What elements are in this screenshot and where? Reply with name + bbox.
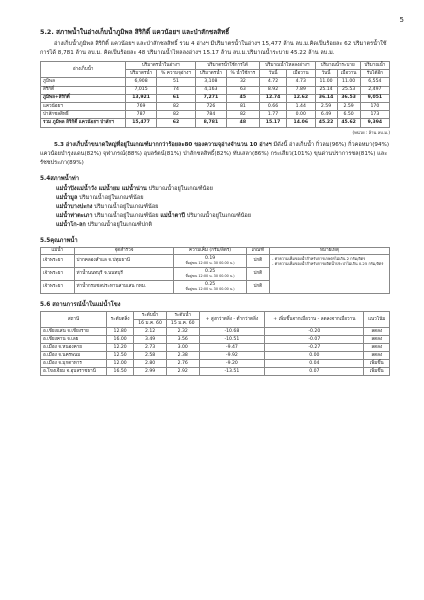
table-row	[41, 119, 390, 127]
quality-value	[174, 281, 246, 294]
reservoir-cell: 2,497	[360, 86, 389, 94]
quality-remark	[270, 255, 390, 294]
reservoir-cell: 7,015	[126, 86, 157, 94]
mekong-cell: 0.07	[265, 368, 364, 376]
mekong-cell: 2.80	[134, 360, 167, 368]
reservoir-cell: 36.14	[315, 94, 337, 102]
reservoir-cell: 4.73	[287, 78, 316, 86]
reservoir-cell: 173	[360, 111, 389, 119]
quality-criteria: ปกติ	[246, 255, 269, 268]
mekong-col-level-today: ระดับน้ำ	[134, 312, 167, 320]
mekong-cell: 2.32	[166, 328, 199, 336]
mekong-station: อ.เชียงแสน จ.เชียงราย	[41, 328, 107, 336]
list-item	[56, 194, 390, 203]
quality-point: ท่าน้ำนนทบุรี จ.นนทบุรี	[74, 268, 174, 281]
reservoir-cell: 9,394	[360, 119, 389, 127]
quality-point: ท่าน้ำกรมชลประทานสามเสน กทม.	[74, 281, 174, 294]
mekong-cell: 2.99	[134, 368, 167, 376]
reservoir-name: ภูมิพล+สิริกิติ์	[41, 94, 126, 102]
reservoir-name: สิริกิติ์	[41, 86, 126, 94]
flow-status: ปริมาณน้ำอยู่ในเกณฑ์ปกติ	[85, 221, 153, 228]
mekong-cell: ลดลง	[364, 336, 390, 344]
table-row	[41, 336, 390, 344]
quality-col-river: แม่น้ำ	[41, 247, 75, 255]
mekong-cell: -0.27	[265, 344, 364, 352]
section-5-4-heading: 5.4สภาพน้ำท่า	[40, 175, 79, 182]
section-5-5-heading: 5.5คุณภาพน้ำ	[40, 237, 78, 244]
water-quality-table	[40, 247, 390, 295]
reservoir-cell: 25.53	[337, 86, 360, 94]
table-row	[41, 344, 390, 352]
river-name: แม่น้ำมูล	[56, 194, 78, 201]
quality-river: เจ้าพระยา	[41, 281, 75, 294]
reservoir-name: แควน้อยฯ	[41, 103, 126, 111]
reservoir-subheader: % ความจุอ่างฯ	[156, 70, 195, 78]
reservoir-cell: 82	[156, 103, 195, 111]
list-item	[56, 203, 390, 212]
salinity-value: 0.19	[204, 255, 216, 261]
reservoir-cell: 62	[156, 119, 195, 127]
reservoir-cell: 784	[196, 111, 227, 119]
quality-river: เจ้าพระยา	[41, 255, 75, 268]
quality-col-remark: หมายเหตุ	[270, 247, 390, 255]
reservoir-cell: 81	[226, 103, 259, 111]
reservoir-cell: 2.59	[337, 103, 360, 111]
reservoir-cell: 15.17	[260, 119, 287, 127]
mekong-cell: -10.68	[199, 328, 265, 336]
mekong-col-level-yesterday: ระดับน้ำ	[166, 312, 199, 320]
river-name: แม่น้ำตาปี	[160, 212, 185, 219]
river-name: แม่น้ำบางปะกง	[56, 203, 93, 210]
mekong-cell: 16.00	[106, 336, 133, 344]
reservoir-table-body	[41, 78, 390, 127]
mekong-cell: -9.47	[199, 344, 265, 352]
flow-status: ปริมาณน้ำอยู่ในเกณฑ์น้อย	[92, 203, 159, 210]
flow-status: ปริมาณน้ำอยู่ในเกณฑ์น้อย	[77, 194, 144, 201]
quality-criteria: ปกติ	[246, 281, 269, 294]
reservoir-cell: 787	[126, 111, 157, 119]
reservoir-cell: 170	[360, 103, 389, 111]
list-item	[56, 185, 390, 194]
reservoir-subheader: เมื่อวาน	[287, 70, 316, 78]
quality-col-criteria: เกณฑ์	[246, 247, 269, 255]
reservoir-cell: 82	[226, 111, 259, 119]
mekong-station: อ.เมือง จ.มุกดาหาร	[41, 360, 107, 368]
mekong-station: อ.เมือง จ.หนองคาย	[41, 344, 107, 352]
mekong-cell: 12.50	[106, 352, 133, 360]
reservoir-cell: 6.50	[337, 111, 360, 119]
reservoir-cell: 32	[226, 78, 259, 86]
salinity-time: ที่อยู่ขณ 12:00 น. 30 00.00 น.)	[185, 287, 235, 292]
reservoir-cell: 4,163	[196, 86, 227, 94]
mekong-col-station: สถานี	[41, 312, 107, 328]
reservoir-cell: 12.74	[260, 94, 287, 102]
table-row	[41, 94, 390, 102]
section-5-2-paragraph: อ่างเก็บน้ำภูมิพล สิริกิติ์ แควน้อยฯ และป่าสักชลสิทธิ์ รวม 4 อ่างฯ มีปริมาตรน้ำในอ่างฯ 15,477 ล้าน ลบ.ม.คิดเป็นร้อยละ 62 ปริมาตรน้ำใช้การได้ 8,781 ล้าน ลบ.ม. คิดเป็นร้อยละ 48 ปริมาณน้ำไหลลงอ่างฯ 15.17 ล้าน ลบ.ม.ปริมาณน้ำระบาย 45.22 ล้าน ลบ.ม.	[40, 41, 387, 56]
reservoir-cell: 1.44	[287, 103, 316, 111]
mekong-cell: 3.00	[166, 344, 199, 352]
mekong-cell: เพิ่มขึ้น	[364, 360, 390, 368]
mekong-cell: -0.07	[265, 336, 364, 344]
reservoir-cell: 6,908	[126, 78, 157, 86]
list-item	[56, 221, 390, 230]
reservoir-cell: 7,271	[196, 94, 227, 102]
reservoir-cell: 45.62	[337, 119, 360, 127]
flow-status: ปริมาณน้ำอยู่ในเกณฑ์น้อย	[146, 185, 213, 192]
reservoir-cell: 1.77	[260, 111, 287, 119]
document-body	[40, 28, 390, 376]
reservoir-col-group3: ปริมาณน้ำไหลลงอ่างฯ	[260, 62, 315, 70]
section-5-3-heading: 5.3 อ่างเก็บน้ำขนาดใหญ่ที่อยู่ในเกณฑ์มากกว่าร้อยละ80 ของความจุอ่างจำนวน 10 อ่างฯ	[54, 141, 272, 148]
reservoir-cell: 13,921	[126, 94, 157, 102]
salinity-value: 0.25	[204, 281, 216, 287]
salinity-time: ที่อยู่ขณ 12:00 น. 30 00.00 น.)	[185, 274, 235, 279]
mekong-cell: 2.92	[166, 368, 199, 376]
reservoir-cell: 6,554	[360, 78, 389, 86]
mekong-station: อ.เมือง จ.นครพนม	[41, 352, 107, 360]
river-name: แม่น้ำโก-ลก	[56, 221, 86, 228]
table-row	[41, 78, 390, 86]
table-row	[41, 111, 390, 119]
reservoir-col-name: อ่างเก็บน้ำ	[41, 62, 126, 78]
mekong-station: อ.เชียงคาน จ.เลย	[41, 336, 107, 344]
quality-value	[174, 255, 246, 268]
reservoir-cell: 45	[226, 94, 259, 102]
page-number: 5	[399, 16, 404, 24]
reservoir-cell: 4.72	[260, 78, 287, 86]
reservoir-subheader: วันนี้	[260, 70, 287, 78]
reservoir-cell: 9,051	[360, 94, 389, 102]
reservoir-cell: 61	[156, 94, 195, 102]
reservoir-cell: 769	[126, 103, 157, 111]
mekong-cell: 2.12	[134, 328, 167, 336]
reservoir-subheader: % น้ำใช้การ	[226, 70, 259, 78]
salinity-value: 0.25	[204, 268, 216, 274]
quality-criteria: ปกติ	[246, 268, 269, 281]
mekong-cell: ลดลง	[364, 328, 390, 336]
mekong-cell: 16.50	[106, 368, 133, 376]
reservoir-name: รวม ภูมิพล สิริกิติ์ แควน้อยฯ ป่าสักฯ	[41, 119, 126, 127]
reservoir-col-group4: ปริมาณน้ำระบาย	[315, 62, 360, 70]
reservoir-cell: 11.00	[315, 78, 337, 86]
section-5-2-heading: 5.2. สภาพน้ำในอ่างเก็บน้ำภูมิพล สิริกิติ์ แควน้อยฯ และป่าสักชลสิทธิ์	[40, 28, 230, 36]
salinity-time: ที่อยู่ขณ 12:00 น. 30 00.00 น.)	[185, 261, 235, 266]
reservoir-cell: 3,108	[196, 78, 227, 86]
table-row	[41, 328, 390, 336]
mekong-cell: -9.92	[199, 352, 265, 360]
reservoir-cell: 51	[156, 78, 195, 86]
flow-status: ปริมาณน้ำอยู่ในเกณฑ์น้อย	[92, 212, 161, 219]
reservoir-cell: 15,477	[126, 119, 157, 127]
reservoir-subheader: เมื่อวาน	[337, 70, 360, 78]
river-name: แม่น้ำปิงแม่น้ำวัง แม่น้ำยม แม่น้ำน่าน	[56, 185, 147, 192]
reservoir-cell: 2.59	[315, 103, 337, 111]
reservoir-cell: 12.62	[287, 94, 316, 102]
reservoir-cell: 36.53	[337, 94, 360, 102]
quality-point: ปากคลองสำแล จ.ปทุมธานี	[74, 255, 174, 268]
reservoir-cell: 74	[156, 86, 195, 94]
reservoir-cell: 11.00	[337, 78, 360, 86]
mekong-cell: -9.20	[199, 360, 265, 368]
mekong-cell: 3.49	[134, 336, 167, 344]
reservoir-cell: 25.14	[315, 86, 337, 94]
section-5-3-text: มีดังนี้ อ่างเก็บน้ำ กิ่วลม(96%) กิ่วคอหมา(94%) แควน้อยบำรุงแดน(82%) จุฬาภรณ์(88%) อุบลรัตน์(81%) ป่าสักชลสิทธิ์(82%) ทับเสลา(86%) กระเสียว(101%) ขุนด่านปราการชล(81%) และรัชชประภา(89%)	[40, 141, 390, 166]
reservoir-cell: 45.22	[315, 119, 337, 127]
mekong-table	[40, 311, 390, 376]
mekong-cell: -10.51	[199, 336, 265, 344]
mekong-col-trend: แนวโน้ม	[364, 312, 390, 328]
reservoir-cell: 48	[226, 119, 259, 127]
reservoir-subheader: วันนี้	[315, 70, 337, 78]
mekong-cell: 12.80	[106, 328, 133, 336]
reservoir-cell: 726	[196, 103, 227, 111]
unit-note: (หน่วย : ล้าน ลบ.ม.)	[352, 129, 390, 135]
section-5-3-paragraph	[40, 141, 390, 168]
reservoir-name: ป่าสักชลสิทธิ์	[41, 111, 126, 119]
reservoir-cell: 14.06	[287, 119, 316, 127]
reservoir-col-group1: ปริมาตรน้ำในอ่างฯ	[126, 62, 196, 70]
table-row	[41, 352, 390, 360]
mekong-col-diff-bank: + สูงกว่าตลิ่ง - ต่ำกว่าตลิ่ง	[199, 312, 265, 328]
list-item	[56, 212, 390, 221]
remark-agriculture: - ค่าความเค็มของน้ำสำหรับการเกษตรไม่เกิน 2 กรัม/ลิตร	[272, 255, 366, 261]
mekong-cell: เพิ่มขึ้น	[364, 368, 390, 376]
mekong-cell: 0.04	[265, 360, 364, 368]
reservoir-table	[40, 61, 390, 128]
quality-river: เจ้าพระยา	[41, 268, 75, 281]
mekong-cell: -13.51	[199, 368, 265, 376]
mekong-date-today: 16 ม.ค. 60	[134, 320, 167, 328]
river-name: แม่น้ำท่าตะเภา	[56, 212, 93, 219]
table-row	[41, 368, 390, 376]
reservoir-cell: 7.89	[287, 86, 316, 94]
reservoir-cell: 0.00	[287, 111, 316, 119]
reservoir-cell: 63	[226, 86, 259, 94]
mekong-cell: 2.73	[134, 344, 167, 352]
quality-value	[174, 268, 246, 281]
table-row	[41, 360, 390, 368]
reservoir-cell: 8.92	[260, 86, 287, 94]
reservoir-cell: 0.66	[260, 103, 287, 111]
mekong-cell: 2.38	[166, 352, 199, 360]
reservoir-subheader: ปริมาตรน้ำ	[126, 70, 157, 78]
quality-col-salinity: ความเค็ม (กรัม/ลิตร)	[174, 247, 246, 255]
mekong-cell: 12.00	[106, 360, 133, 368]
mekong-station: อ.โขงเจียม จ.อุบลราชธานี	[41, 368, 107, 376]
reservoir-name: ภูมิพล	[41, 78, 126, 86]
mekong-col-bank: ระดับตลิ่ง	[106, 312, 133, 328]
reservoir-col-group5: ปริมาณน้ำ	[360, 62, 389, 70]
table-row	[41, 255, 390, 268]
reservoir-cell: 82	[156, 111, 195, 119]
mekong-cell: 2.76	[166, 360, 199, 368]
mekong-table-body	[41, 328, 390, 376]
remark-waterworks: - ค่าความเค็มของน้ำสำหรับการผลิตน้ำประปาไม่เกิน 0.25 กรัม/ลิตร	[272, 261, 384, 267]
table-row	[41, 86, 390, 94]
mekong-cell: ลดลง	[364, 352, 390, 360]
reservoir-col-group2: ปริมาตรน้ำใช้การได้	[196, 62, 260, 70]
reservoir-cell: 8,781	[196, 119, 227, 127]
mekong-cell: 3.56	[166, 336, 199, 344]
mekong-cell: 2.58	[134, 352, 167, 360]
mekong-cell: 0.00	[265, 352, 364, 360]
mekong-date-yesterday: 15 ม.ค. 60	[166, 320, 199, 328]
flow-status: ปริมาณน้ำอยู่ในเกณฑ์น้อย	[184, 212, 252, 219]
river-flow-list	[40, 185, 390, 230]
mekong-col-diff-day: + เพิ่มขึ้นจากเมื่อวาน - ลดลงจากเมื่อวาน	[265, 312, 364, 328]
quality-col-point: จุดสำรวจ	[74, 247, 174, 255]
table-row	[41, 103, 390, 111]
reservoir-subheader: ปริมาตรน้ำ	[196, 70, 227, 78]
reservoir-cell: 6.49	[315, 111, 337, 119]
mekong-cell: ลดลง	[364, 344, 390, 352]
section-5-6-heading: 5.6 สถานการณ์น้ำในแม่น้ำโขง	[40, 302, 121, 309]
reservoir-subheader: รับได้อีก	[360, 70, 389, 78]
mekong-cell: 12.20	[106, 344, 133, 352]
mekong-cell: -0.20	[265, 328, 364, 336]
